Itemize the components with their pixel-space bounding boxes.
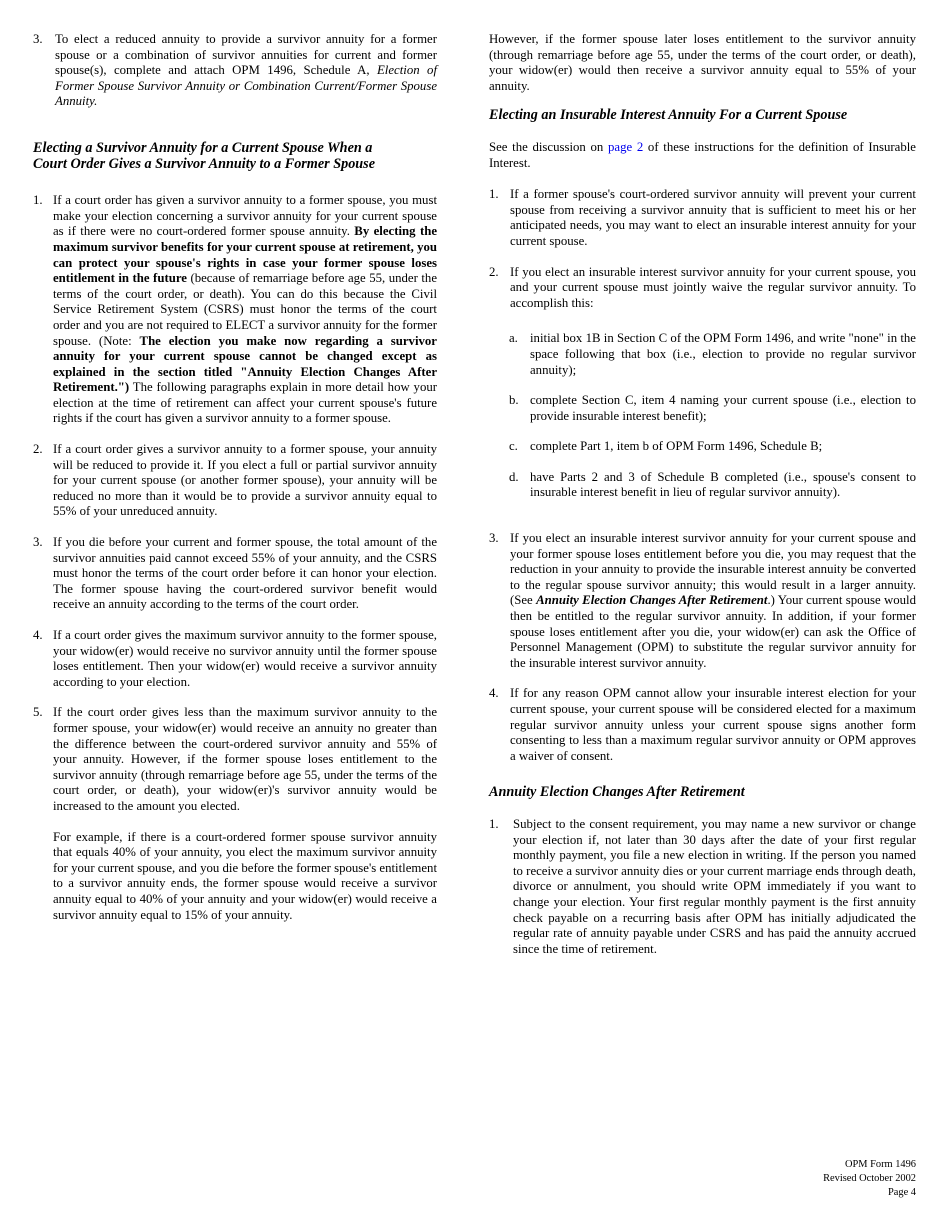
revision-date: Revised October 2002	[823, 1173, 916, 1184]
list-item	[489, 187, 916, 249]
list-item	[489, 686, 916, 764]
item-number: 1.	[33, 193, 43, 208]
list-item	[489, 531, 916, 671]
sub-item-text: complete Part 1, item b of OPM Form 1496, Schedule B;	[530, 439, 823, 454]
list-item	[489, 265, 916, 312]
sub-item-letter: c.	[509, 439, 518, 454]
see-discussion-paragraph: See the discussion on page 2 of these instructions for the definition of Insurable Interest.	[489, 139, 916, 170]
list-item	[33, 628, 437, 690]
sub-item-letter: d.	[509, 469, 519, 484]
list-item	[33, 442, 437, 520]
right-column	[489, 32, 916, 957]
item-number: 5.	[33, 705, 43, 720]
example-paragraph: For example, if there is a court-ordered former spouse survivor annuity that equals 40% of your annuity, you elect the maximum survivor annuity for your current spouse, and you die before the former spouse's entitlement to a survivor annuity ends, the former spouse would receive a survivor annuity equal to 40% of your annuity and your widow(er) would receive a survivor annuity equal to 15% of your annuity.	[53, 829, 437, 922]
form-title: Election of Former Spouse Survivor Annuity or Combination Current/Former Spouse Annuity.	[55, 63, 437, 109]
item-text: If a court order has given a survivor annuity to a former spouse, you must make your election concerning a survivor annuity for your current spouse as if there were no court-ordered former spouse annuity. By electing the maximum survivor benefits for your current spouse at retirement, you can protect your spouse's rights in case your former spouse loses entitlement in the future (because of remarriage before age 55, under the terms of the court order, or death). You can do this because the Civil Service Retirement System (CSRS) must honor the terms of the court order and you are not required to ELECT a survivor annuity for the former spouse. (Note: The election you make now regarding a survivor annuity for your current spouse cannot be changed except as explained in the section titled "Annuity Election Changes After Retirement.") The following paragraphs explain in more detail how your election at the time of retirement can affect your current spouse's future rights if the court has given a survivor annuity to a former spouse.	[53, 193, 438, 426]
item-text: If you elect an insurable interest survivor annuity for your current spouse, you and your current spouse must jointly waive the regular survivor annuity. To accomplish this:	[510, 264, 916, 310]
sub-list-item	[509, 393, 916, 424]
sub-item-letter: b.	[509, 393, 519, 408]
continued-paragraph: However, if the former spouse later loses entitlement to the survivor annuity (through remarriage before age 55, under the terms of the court order, or death), your widow(er) would then receive a survivor annuity equal to 55% of your annuity.	[489, 32, 916, 93]
list-item	[33, 535, 437, 613]
item-number: 1.	[489, 187, 499, 202]
page-number: Page 4	[888, 1187, 916, 1198]
item-number: 2.	[489, 264, 499, 279]
item-text: If the court order gives less than the maximum survivor annuity to the former spouse, your widow(er) would receive an annuity no greater than the difference between the court-ordered survivor annuity and 55% of your annuity. However, if the former spouse loses entitlement to the survivor annuity (through remarriage before age 55, under the terms of the court order, or death), your widow(er)'s survivor annuity would be increased to the amount you elected.	[53, 705, 437, 813]
list-item	[33, 193, 437, 427]
item-text: If you elect an insurable interest survivor annuity for your current spouse and your former spouse loses entitlement before you die, you may request that the reduction in your annuity to provide the insurable interest annuity be converted to the regular spouse survivor annuity; this would result in a larger annuity. (See Annuity Election Changes After Retirement.) Your current spouse would then be entitled to the regular survivor annuity. In addition, if your former spouse loses entitlement after you die, your widow(er) can ask the Office of Personnel Management (OPM) to substitute the regular survivor annuity for the insurable interest survivor annuity.	[510, 531, 916, 670]
section-heading-insurable-interest: Electing an Insurable Interest Annuity For a Current Spouse	[489, 107, 848, 124]
item-number: 1.	[489, 816, 499, 831]
item-text: Subject to the consent requirement, you may name a new survivor or change your election if, not later than 30 days after the date of your first regular monthly payment, you file a new election in writing. If the person you named to receive a survivor annuity dies or your current marriage ends through death, divorce or annulment, you should write OPM immediately if you want to change your election. Your first regular monthly payment is the first annuity check payable on a recurring basis after OPM has initially adjudicated the regular rate of annuity payable under CSRS and has paid the annuity accrued since the time of retirement.	[513, 816, 916, 956]
item-text: If for any reason OPM cannot allow your insurable interest election for your current spouse, your current spouse will be considered elected for a maximum regular survivor annuity unless your current spouse signs another form consenting to less than a maximum regular survivor annuity or OPM approves a waiver of consent.	[510, 686, 916, 763]
sub-item-letter: a.	[509, 331, 518, 346]
left-column	[33, 32, 437, 923]
sub-item-text: initial box 1B in Section C of the OPM Form 1496, and write "none" in the space following that box (i.e., election to provide no regular survivor annuity);	[530, 331, 916, 377]
page-footer	[823, 1158, 916, 1200]
item-text: If a former spouse's court-ordered survivor annuity will prevent your current spouse from receiving a survivor annuity that is sufficient to meet his or her anticipated needs, you may want to elect an insurable interest annuity for your current spouse.	[510, 187, 916, 248]
item-number: 4.	[489, 686, 499, 701]
sub-list-item	[509, 439, 916, 455]
page-2-link[interactable]: page 2	[607, 139, 644, 154]
item-number: 3.	[33, 535, 43, 550]
item-text: If you die before your current and former spouse, the total amount of the survivor annuities paid cannot exceed 55% of your annuity, and the CSRS must honor the terms of the court order before it can honor your election. The former spouse having the court-ordered survivor benefit would receive an annuity according to the terms of the court order.	[53, 535, 437, 612]
item-number: 3.	[33, 32, 43, 46]
sub-item-text: have Parts 2 and 3 of Schedule B completed (i.e., spouse's consent to insurable interest benefit in lieu of regular survivor annuity).	[530, 469, 916, 500]
intro-item-3	[33, 32, 437, 110]
item-number: 2.	[33, 442, 43, 457]
item-number: 4.	[33, 628, 43, 642]
item-number: 3.	[489, 531, 499, 546]
list-item	[489, 817, 916, 957]
form-number: OPM Form 1496	[844, 1159, 916, 1170]
sub-list-item	[509, 470, 916, 501]
list-item	[33, 705, 437, 923]
item-text: If a court order gives a survivor annuity to a former spouse, your annuity will be reduced to provide it. If you elect a full or partial survivor annuity for your current spouse (or another former spouse), your annuity will be reduced no more than it would be to provide a survivor annuity equal to 55% of your unreduced annuity.	[53, 442, 437, 519]
sub-list-item	[509, 331, 916, 378]
section-heading-survivor-current-spouse: Electing a Survivor Annuity for a Current Spouse When a Court Order Gives a Survivor Annuity to a Former Spouse	[33, 139, 375, 172]
section-heading-election-changes: Annuity Election Changes After Retirement	[489, 784, 745, 801]
item-text: To elect a reduced annuity to provide a survivor annuity for a former spouse or a combination of survivor annuities for current and former spouse(s), complete and attach OPM 1496, Schedule A, Election of Former Spouse Survivor Annuity or Combination Current/Former Spouse Annuity.	[55, 32, 437, 109]
sub-item-text: complete Section C, item 4 naming your current spouse (i.e., election to provide insurable interest benefit);	[530, 393, 916, 423]
section-reference: Annuity Election Changes After Retirement	[536, 593, 768, 608]
item-text: If a court order gives the maximum survivor annuity to the former spouse, your widow(er) would receive no survivor annuity until the former spouse loses entitlement. Then your widow(er) would receive a survivor annuity according to your election.	[53, 628, 437, 689]
